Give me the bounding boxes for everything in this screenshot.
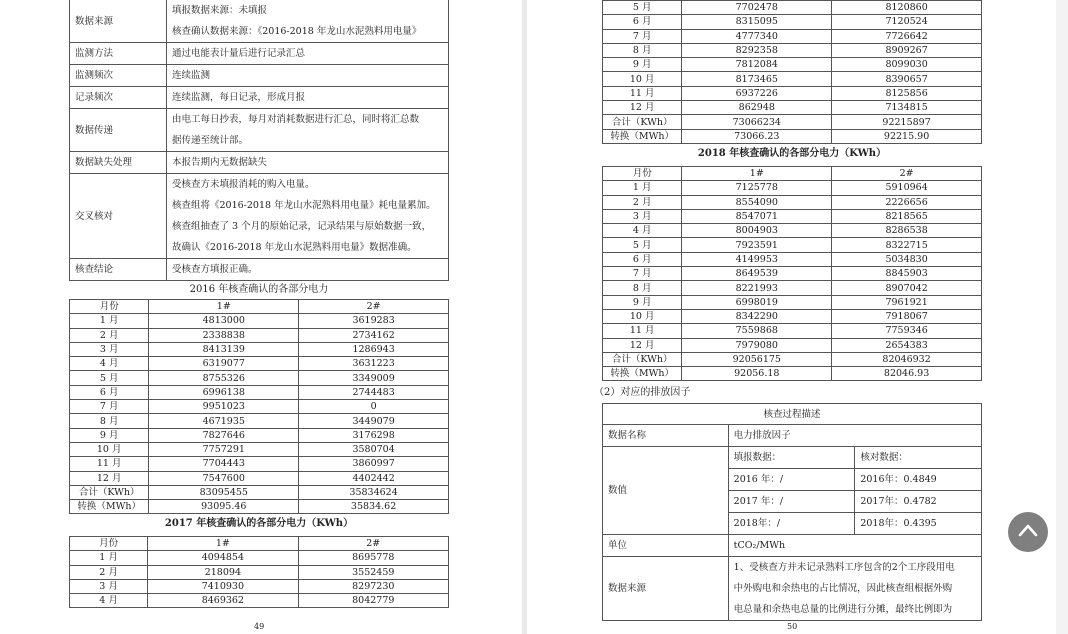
- table-cell: 8173465: [682, 72, 832, 86]
- table-row: [70, 594, 449, 608]
- factor-value-cell: 2018年：/: [728, 513, 855, 535]
- table-cell: 8221993: [682, 281, 832, 295]
- table-cell: 合计（KWh）: [70, 485, 149, 499]
- factor-source-line: 中外购电和余热电的占比情况，因此核查组根据外购: [733, 583, 953, 594]
- factor-value-cell: 2016 年：/: [728, 469, 855, 491]
- table-cell: 4 月: [70, 594, 148, 608]
- electricity-table-2017-part2: [602, 0, 982, 144]
- page-number: 49: [254, 622, 265, 631]
- electricity-table-2017-part1: [69, 536, 449, 608]
- table-cell: 8004903: [682, 224, 832, 238]
- table-row: [70, 457, 449, 471]
- info-line: 核查组抽查了 3 个月的原始记录，记录结果与原始数据一致，: [172, 221, 432, 232]
- table-cell: 10 月: [70, 442, 149, 456]
- table-cell: 862948: [682, 101, 832, 115]
- info-row: [70, 65, 449, 87]
- table-cell: 8125856: [832, 86, 982, 100]
- table-cell: 8469362: [148, 594, 298, 608]
- table-cell: 8845903: [832, 267, 982, 281]
- table-row: [70, 579, 449, 593]
- table-cell: 7759346: [832, 324, 982, 338]
- table-cell: 8297230: [298, 579, 448, 593]
- table-row: [603, 309, 982, 323]
- electricity-table-2018: [602, 166, 982, 381]
- table-cell: 8315095: [682, 15, 832, 29]
- table-row: [70, 414, 449, 428]
- header-cell: 2#: [298, 537, 448, 551]
- table-cell: 7726642: [832, 29, 982, 43]
- table-cell: 7 月: [603, 267, 682, 281]
- table-cell: 9 月: [603, 295, 682, 309]
- table-cell: 4 月: [70, 357, 149, 371]
- info-key: 监测频次: [70, 65, 167, 87]
- table-row: [603, 15, 982, 29]
- table-row: [603, 209, 982, 223]
- factor-value-row: [603, 447, 982, 469]
- table-cell: 12 月: [603, 101, 682, 115]
- table-cell: 4 月: [603, 224, 682, 238]
- info-key: 交叉核对: [70, 174, 167, 259]
- table-row: [70, 428, 449, 442]
- table-cell: 6 月: [70, 385, 149, 399]
- emission-factor-table: [602, 403, 982, 621]
- table-cell: 8695778: [298, 551, 448, 565]
- table-row: [70, 500, 449, 514]
- table-cell: 8907042: [832, 281, 982, 295]
- table-cell: 7120524: [832, 15, 982, 29]
- table-row: [603, 129, 982, 143]
- table-cell: 7961921: [832, 295, 982, 309]
- table-cell: 转换（MWh）: [603, 367, 682, 381]
- factor-header-row: [603, 404, 982, 425]
- factor-unit-row: [603, 535, 982, 557]
- table-2018-caption: 2018 年核查确认的各部分电力（KWh）: [697, 148, 887, 159]
- table-cell: 92056.18: [682, 367, 832, 381]
- table-cell: 8042779: [298, 594, 448, 608]
- table-cell: 5 月: [603, 238, 682, 252]
- header-cell: 2#: [299, 300, 449, 314]
- data-source-info-table: [69, 0, 449, 281]
- table-cell: 2654383: [832, 338, 982, 352]
- table-cell: 7918067: [832, 309, 982, 323]
- info-value: [167, 65, 449, 87]
- table-cell: 8342290: [682, 309, 832, 323]
- table-cell: 3631223: [299, 357, 449, 371]
- table-cell: 转换（MWh）: [603, 129, 682, 143]
- table-cell: 93095.46: [149, 500, 299, 514]
- table-row: [603, 181, 982, 195]
- table-cell: 2 月: [70, 328, 149, 342]
- info-line: 通过电能表计量后进行记录汇总: [172, 48, 306, 59]
- table-cell: 82046.93: [832, 367, 982, 381]
- table-row: [70, 471, 449, 485]
- table-cell: 8099030: [832, 58, 982, 72]
- table-cell: 7559868: [682, 324, 832, 338]
- factor-value-cell: 填报数据：: [728, 447, 855, 469]
- table-cell: 3860997: [299, 457, 449, 471]
- table-cell: 1 月: [603, 181, 682, 195]
- table-cell: 3619283: [299, 314, 449, 328]
- table-cell: 12 月: [603, 338, 682, 352]
- table-row: [603, 367, 982, 381]
- table-cell: 8286538: [832, 224, 982, 238]
- info-key: 记录频次: [70, 87, 167, 109]
- table-cell: 92056175: [682, 352, 832, 366]
- info-row: [70, 0, 449, 43]
- table-cell: 3176298: [299, 428, 449, 442]
- table-cell: 9 月: [70, 428, 149, 442]
- table-row: [603, 295, 982, 309]
- info-line: 核查确认数据来源：《2016-2018 年龙山水泥熟料用电量》: [172, 26, 422, 37]
- table-cell: 2338838: [149, 328, 299, 342]
- table-cell: 8 月: [603, 281, 682, 295]
- table-cell: 35834624: [299, 485, 449, 499]
- table-cell: 5 月: [70, 371, 149, 385]
- table-cell: 8 月: [603, 43, 682, 57]
- info-line: 连续监测，每日记录，形成月报: [172, 92, 306, 103]
- table-row: [70, 328, 449, 342]
- table-row: [603, 267, 982, 281]
- table-2016-caption: 2016 年核查确认的各部分电力: [189, 284, 329, 295]
- table-row: [70, 385, 449, 399]
- factor-value-cell: 2017年：0.4782: [855, 491, 982, 513]
- table-cell: 7134815: [832, 101, 982, 115]
- table-cell: 6937226: [682, 86, 832, 100]
- factor-value-cell: 2018年：0.4395: [855, 513, 982, 535]
- table-row: [603, 224, 982, 238]
- info-key: 监测方法: [70, 43, 167, 65]
- table-row: [70, 551, 449, 565]
- table-cell: 2734162: [299, 328, 449, 342]
- info-row: [70, 109, 449, 152]
- table-cell: 2 月: [70, 565, 148, 579]
- table-cell: 5034830: [832, 252, 982, 266]
- table-cell: 3580704: [299, 442, 449, 456]
- table-cell: 2226656: [832, 195, 982, 209]
- table-cell: 2 月: [603, 195, 682, 209]
- table-cell: 8390657: [832, 72, 982, 86]
- table-cell: 7757291: [149, 442, 299, 456]
- table-row: [70, 400, 449, 414]
- table-row: [603, 115, 982, 129]
- table-cell: 7812084: [682, 58, 832, 72]
- header-cell: 1#: [148, 537, 298, 551]
- header-cell: 2#: [832, 167, 982, 181]
- factor-key: 数据来源: [603, 557, 729, 621]
- table-cell: 6996138: [149, 385, 299, 399]
- info-key: 数据缺失处理: [70, 152, 167, 174]
- factor-value-cell: 核对数据：: [855, 447, 982, 469]
- scrollbar-track[interactable]: [1056, 0, 1068, 634]
- info-key: 数据传递: [70, 109, 167, 152]
- table-row: [603, 58, 982, 72]
- info-value: [167, 0, 449, 43]
- table-cell: 92215897: [832, 115, 982, 129]
- table-cell: 3 月: [603, 209, 682, 223]
- factor-value-cell: 2016年：0.4849: [855, 469, 982, 491]
- table-cell: 7923591: [682, 238, 832, 252]
- table-cell: 9 月: [603, 58, 682, 72]
- info-row: [70, 259, 449, 281]
- table-row: [603, 352, 982, 366]
- info-line: 受核查方未填报消耗的购入电量。: [172, 179, 315, 190]
- info-line: 填报数据来源：未填报: [172, 5, 268, 16]
- table-row: [70, 314, 449, 328]
- table-cell: 9951023: [149, 400, 299, 414]
- table-cell: 6319077: [149, 357, 299, 371]
- table-cell: 7547600: [149, 471, 299, 485]
- table-cell: 8413139: [149, 342, 299, 356]
- table-cell: 92215.90: [832, 129, 982, 143]
- info-row: [70, 152, 449, 174]
- table-row: [603, 324, 982, 338]
- info-line: 据传递至统计部。: [172, 135, 249, 146]
- table-row: [70, 357, 449, 371]
- table-row: [603, 281, 982, 295]
- table-cell: 8218565: [832, 209, 982, 223]
- factor-key: 数据名称: [603, 425, 729, 447]
- table-cell: 83095455: [149, 485, 299, 499]
- table-cell: 转换（MWh）: [70, 500, 149, 514]
- table-header-row: [603, 167, 982, 181]
- table-cell: 11 月: [603, 324, 682, 338]
- info-line: 故确认《2016-2018 年龙山水泥熟料用电量》数据准确。: [172, 242, 417, 253]
- table-cell: 8909267: [832, 43, 982, 57]
- table-cell: 4094854: [148, 551, 298, 565]
- table-cell: 82046932: [832, 352, 982, 366]
- table-cell: 8 月: [70, 414, 149, 428]
- table-cell: 1286943: [299, 342, 449, 356]
- table-cell: 0: [299, 400, 449, 414]
- table-cell: 7979080: [682, 338, 832, 352]
- table-cell: 1 月: [70, 551, 148, 565]
- table-cell: 8649539: [682, 267, 832, 281]
- table-cell: 合计（KWh）: [603, 352, 682, 366]
- table-cell: 4671935: [149, 414, 299, 428]
- electricity-table-2016: [69, 299, 449, 514]
- info-value: [167, 259, 449, 281]
- table-row: [603, 238, 982, 252]
- info-key: 数据来源: [70, 0, 167, 43]
- table-cell: 3 月: [70, 342, 149, 356]
- table-row: [603, 86, 982, 100]
- table-row: [603, 252, 982, 266]
- table-cell: 10 月: [603, 72, 682, 86]
- table-cell: 7 月: [603, 29, 682, 43]
- table-cell: 73066.23: [682, 129, 832, 143]
- info-line: 本报告期内无数据缺失: [172, 157, 268, 168]
- info-line: 由电工每日抄表，每月对消耗数据进行汇总，同时将汇总数: [172, 114, 420, 125]
- table-cell: 35834.62: [299, 500, 449, 514]
- info-key: 核查结论: [70, 259, 167, 281]
- table-row: [603, 29, 982, 43]
- factor-key: 数值: [603, 447, 729, 535]
- table-row: [603, 43, 982, 57]
- header-cell: 月份: [603, 167, 682, 181]
- table-row: [603, 338, 982, 352]
- document-page-49: [0, 0, 522, 634]
- table-cell: 4813000: [149, 314, 299, 328]
- table-cell: 3 月: [70, 579, 148, 593]
- factor-value: 电力排放因子: [728, 425, 981, 447]
- factor-source-row: [603, 557, 982, 621]
- info-line: 连续监测: [172, 70, 211, 81]
- info-value: [167, 152, 449, 174]
- table-cell: 6998019: [682, 295, 832, 309]
- table-row: [603, 195, 982, 209]
- info-value: [167, 43, 449, 65]
- table-cell: 6 月: [603, 15, 682, 29]
- info-row: [70, 174, 449, 259]
- factor-value-cell: 2017 年：/: [728, 491, 855, 513]
- table-row: [70, 485, 449, 499]
- table-cell: 7827646: [149, 428, 299, 442]
- table-2017-caption: 2017 年核查确认的各部分电力（KWh）: [164, 518, 354, 529]
- info-row: [70, 43, 449, 65]
- table-row: [603, 72, 982, 86]
- table-cell: 5 月: [603, 1, 682, 15]
- table-cell: 7702478: [682, 1, 832, 15]
- factor-name-row: [603, 425, 982, 447]
- table-cell: 7125778: [682, 181, 832, 195]
- table-cell: 8322715: [832, 238, 982, 252]
- table-row: [70, 442, 449, 456]
- table-cell: 8547071: [682, 209, 832, 223]
- table-cell: 8755326: [149, 371, 299, 385]
- factor-source-line: 电总量和余热电总量的比例进行分摊，最终比例即为: [733, 604, 953, 615]
- table-cell: 218094: [148, 565, 298, 579]
- table-cell: 11 月: [603, 86, 682, 100]
- table-cell: 12 月: [70, 471, 149, 485]
- document-page-50: [527, 0, 1056, 634]
- table-cell: 合计（KWh）: [603, 115, 682, 129]
- factor-value: tCO₂/MWh: [728, 535, 981, 557]
- table-cell: 8120860: [832, 1, 982, 15]
- table-cell: 3449079: [299, 414, 449, 428]
- info-row: [70, 87, 449, 109]
- table-cell: 5910964: [832, 181, 982, 195]
- table-cell: 8292358: [682, 43, 832, 57]
- factor-header: 核查过程描述: [603, 404, 982, 425]
- table-cell: 3349009: [299, 371, 449, 385]
- table-cell: 73066234: [682, 115, 832, 129]
- table-header-row: [70, 537, 449, 551]
- chevron-up-icon: [1018, 523, 1038, 537]
- info-line: 核查组将《2016-2018 年龙山水泥熟料用电量》耗电量累加。: [172, 200, 436, 211]
- header-cell: 1#: [682, 167, 832, 181]
- info-line: 受核查方填报正确。: [172, 264, 258, 275]
- table-row: [603, 1, 982, 15]
- table-cell: 7704443: [149, 457, 299, 471]
- table-cell: 10 月: [603, 309, 682, 323]
- table-cell: 4402442: [299, 471, 449, 485]
- info-value: [167, 174, 449, 259]
- table-cell: 3552459: [298, 565, 448, 579]
- table-row: [70, 342, 449, 356]
- table-cell: 7 月: [70, 400, 149, 414]
- factor-source-line: 1、受核查方并未记录熟料工序包含的2个工序段用电: [733, 562, 955, 573]
- info-value: [167, 109, 449, 152]
- info-value: [167, 87, 449, 109]
- factor-value: [728, 557, 981, 621]
- table-cell: 2744483: [299, 385, 449, 399]
- page-number: 50: [787, 622, 798, 631]
- scroll-to-top-button[interactable]: [1008, 512, 1048, 552]
- table-cell: 1 月: [70, 314, 149, 328]
- table-cell: 7410930: [148, 579, 298, 593]
- table-row: [603, 101, 982, 115]
- header-cell: 月份: [70, 537, 148, 551]
- factor-key: 单位: [603, 535, 729, 557]
- header-cell: 月份: [70, 300, 149, 314]
- table-header-row: [70, 300, 449, 314]
- header-cell: 1#: [149, 300, 299, 314]
- table-cell: 6 月: [603, 252, 682, 266]
- table-cell: 11 月: [70, 457, 149, 471]
- section-title: （2）对应的排放因子: [594, 387, 691, 398]
- table-cell: 4777340: [682, 29, 832, 43]
- table-row: [70, 565, 449, 579]
- table-cell: 4149953: [682, 252, 832, 266]
- table-cell: 8554090: [682, 195, 832, 209]
- table-row: [70, 371, 449, 385]
